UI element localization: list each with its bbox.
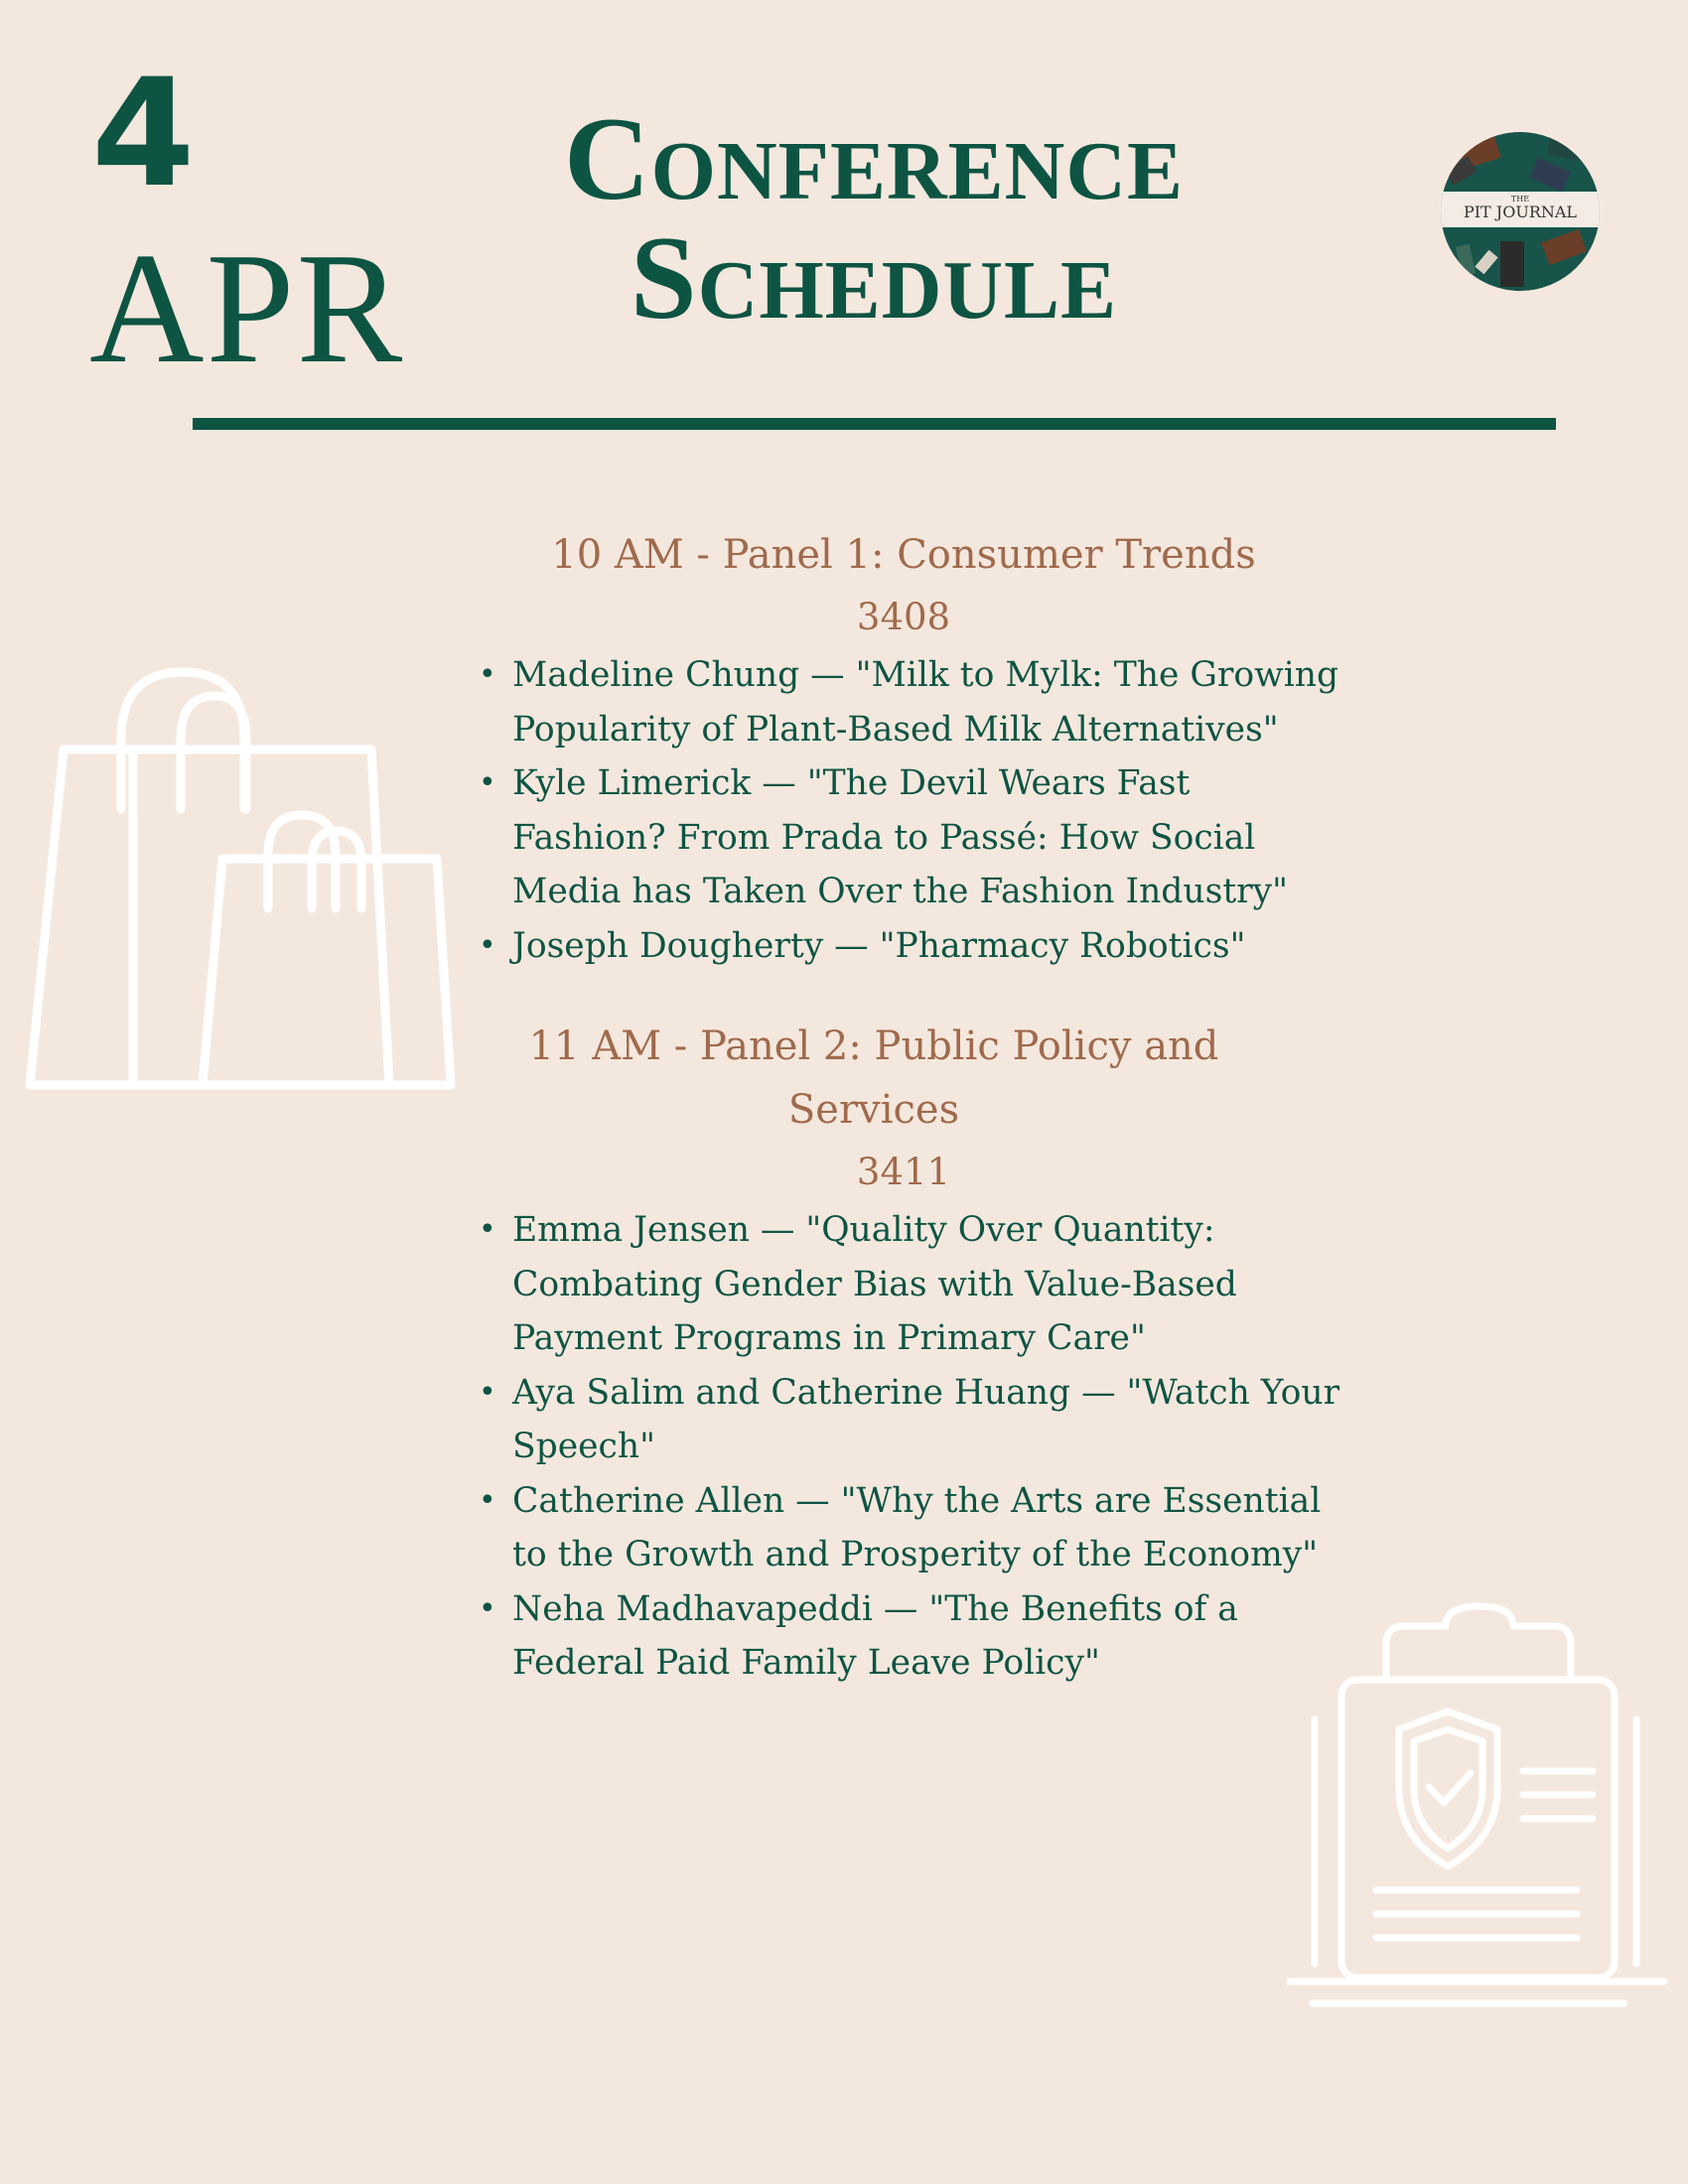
title-line-2: Schedule (630, 211, 1118, 343)
clipboard-shield-icon (1287, 1600, 1674, 2017)
pit-journal-logo (1441, 132, 1600, 291)
bullet-icon: • (479, 1374, 496, 1410)
panel-1 (467, 523, 1340, 973)
talk-text: Neha Madhavapeddi — "The Benefits of a Federal Paid Family Leave Policy" (512, 1588, 1238, 1683)
talk-item (479, 1474, 1340, 1582)
talk-item (479, 756, 1340, 919)
talk-text: Emma Jensen — "Quality Over Quantity: Combating Gender Bias with Value-Based Payment Programs in Primary Care" (512, 1210, 1237, 1358)
header-divider (193, 418, 1556, 430)
bullet-icon: • (479, 1590, 496, 1626)
shopping-bags-icon (24, 660, 461, 1097)
talk-item (479, 919, 1340, 974)
bullet-icon: • (479, 927, 496, 963)
talk-item (479, 1366, 1340, 1474)
panel-room: 3411 (856, 1151, 951, 1193)
logo-text: PIT JOURNAL (1463, 203, 1578, 221)
bullet-icon: • (479, 1482, 496, 1518)
talk-item (479, 1203, 1340, 1366)
talk-item (479, 648, 1340, 756)
schedule-content (467, 523, 1340, 1691)
title-line-1: Conference (563, 92, 1185, 224)
talk-item (479, 1582, 1340, 1691)
panel-title: 10 AM - Panel 1: Consumer Trends (551, 532, 1256, 578)
panel-title: 11 AM - Panel 2: Public Policy and Services (528, 1024, 1219, 1133)
bullet-icon: • (479, 1212, 496, 1247)
talk-text: Joseph Dougherty — "Pharmacy Robotics" (512, 925, 1246, 966)
bullet-icon: • (479, 765, 496, 800)
panel-room: 3408 (856, 596, 951, 638)
bullet-icon: • (479, 657, 496, 692)
talk-list (467, 1203, 1340, 1691)
page-title (467, 92, 1281, 343)
date-day: 4 (91, 48, 196, 220)
talk-text: Madeline Chung — "Milk to Mylk: The Growing Popularity of Plant-Based Milk Alternatives" (512, 655, 1339, 750)
date-month: APR (89, 219, 405, 396)
talk-text: Kyle Limerick — "The Devil Wears Fast Fashion? From Prada to Passé: How Social Media has Taken Over the Fashion Industry" (512, 763, 1289, 911)
talk-list (467, 648, 1340, 973)
talk-text: Aya Salim and Catherine Huang — "Watch Your Speech" (512, 1372, 1340, 1466)
panel-2 (467, 1015, 1340, 1691)
logo-small-text: THE (1510, 195, 1530, 204)
talk-text: Catherine Allen — "Why the Arts are Essential to the Growth and Prosperity of the Economy" (512, 1480, 1322, 1574)
